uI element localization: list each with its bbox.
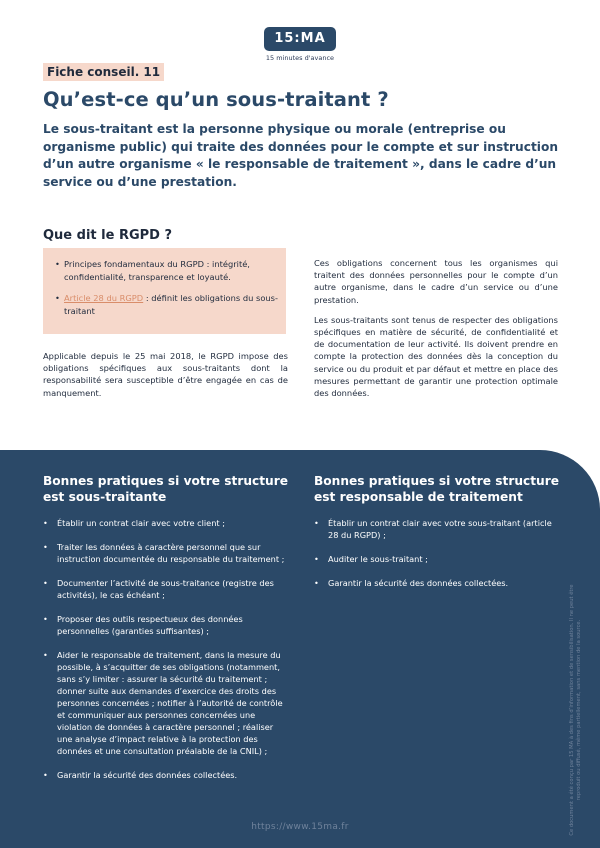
list-item: • Garantir la sécurité des données collectées. <box>43 769 287 781</box>
subcontractor-practices-list <box>43 517 287 793</box>
obligations-paragraph-1: Ces obligations concernent tous les organismes qui traitent des données personnelles pour le compte d’un autre organisme, dans le cadre d’un service ou d’une prestation. <box>314 258 558 305</box>
best-practices-panel <box>0 450 600 848</box>
list-item: • Établir un contrat clair avec votre sous-traitant (article 28 du RGPD) ; <box>314 517 558 541</box>
page-title: Qu’est-ce qu’un sous-traitant ? <box>43 88 389 111</box>
controller-practices-list <box>314 517 558 601</box>
footer-website-link[interactable]: https://www.15ma.fr <box>251 822 349 832</box>
list-item: • Traiter les données à caractère personnel que sur instruction documentée du responsable du traitement ; <box>43 541 287 565</box>
article-28-link[interactable]: Article 28 du RGPD <box>64 293 144 303</box>
rgpd-highlight-box <box>43 248 286 334</box>
brand-logo: 15:MA <box>264 27 336 51</box>
brand-tagline: 15 minutes d'avance <box>265 54 335 62</box>
list-item: • Établir un contrat clair avec votre client ; <box>43 517 287 529</box>
rgpd-principles-item <box>55 258 278 283</box>
list-item: • Garantir la sécurité des données collectées. <box>314 577 558 589</box>
rgpd-applicable-paragraph: Applicable depuis le 25 mai 2018, le RGPD impose des obligations spécifiques aux sous-traitants dont la responsabilité sera susceptible d’être engagée en cas de manquement. <box>43 351 288 398</box>
sheet-tag: Fiche conseil. 11 <box>43 63 164 81</box>
rgpd-principles-text: Principes fondamentaux du RGPD : intégrité, confidentialité, transparence et loyauté. <box>64 259 250 282</box>
controller-practices-title: Bonnes pratiques si votre structure est responsable de traitement <box>314 474 560 504</box>
rgpd-article-text: : définit les obligations du sous-traitant <box>64 293 278 316</box>
list-item: • Aider le responsable de traitement, dans la mesure du possible, à s’acquitter de ses obligations (notamment, sans s’y limiter : assurer la sécurité du traitement ; donner suite aux demandes d’exercice des droits des personnes concernées ; notifier à l’autorité de contrôle et communiquer aux personnes concernées une violation de données à caractère personnel ; réaliser une analyse d’impact relative à la protection des données et une consultation préalable de la CNIL) ; <box>43 649 287 757</box>
rgpd-bullet-list <box>43 248 286 317</box>
intro-paragraph: Le sous-traitant est la personne physique ou morale (entreprise ou organisme public) qui traite des données pour le compte et sur instruction d’un autre organisme « le responsable de traitement », dans le cadre d’un service ou d’une prestation. <box>43 122 559 189</box>
rgpd-heading: Que dit le RGPD ? <box>43 228 173 243</box>
list-item: • Proposer des outils respectueux des données personnelles (garanties suffisantes) ; <box>43 613 287 637</box>
rgpd-article-item <box>55 292 278 317</box>
rgpd-obligations-column <box>314 257 558 407</box>
list-item: • Auditer le sous-traitant ; <box>314 553 558 565</box>
obligations-paragraph-2: Les sous-traitants sont tenus de respecter des obligations spécifiques en matière de sécurité, de confidentialité et de documentation de leur activité. Ils doivent prendre en compte la protection des données dès la conception du service ou du produit et par défaut et mettre en place des mesures permettant de garantir une protection optimale des données. <box>314 314 558 399</box>
subcontractor-practices-title: Bonnes pratiques si votre structure est sous-traitante <box>43 474 289 504</box>
list-item: • Documenter l’activité de sous-traitance (registre des activités), le cas échéant ; <box>43 577 287 601</box>
vertical-disclaimer: Ce document a été conçu par 15 MA à des fins d’information et de sensibilisation. Il ne peut être reproduit ou diffusé, même partiellement, sans mention de la source. <box>569 584 582 836</box>
